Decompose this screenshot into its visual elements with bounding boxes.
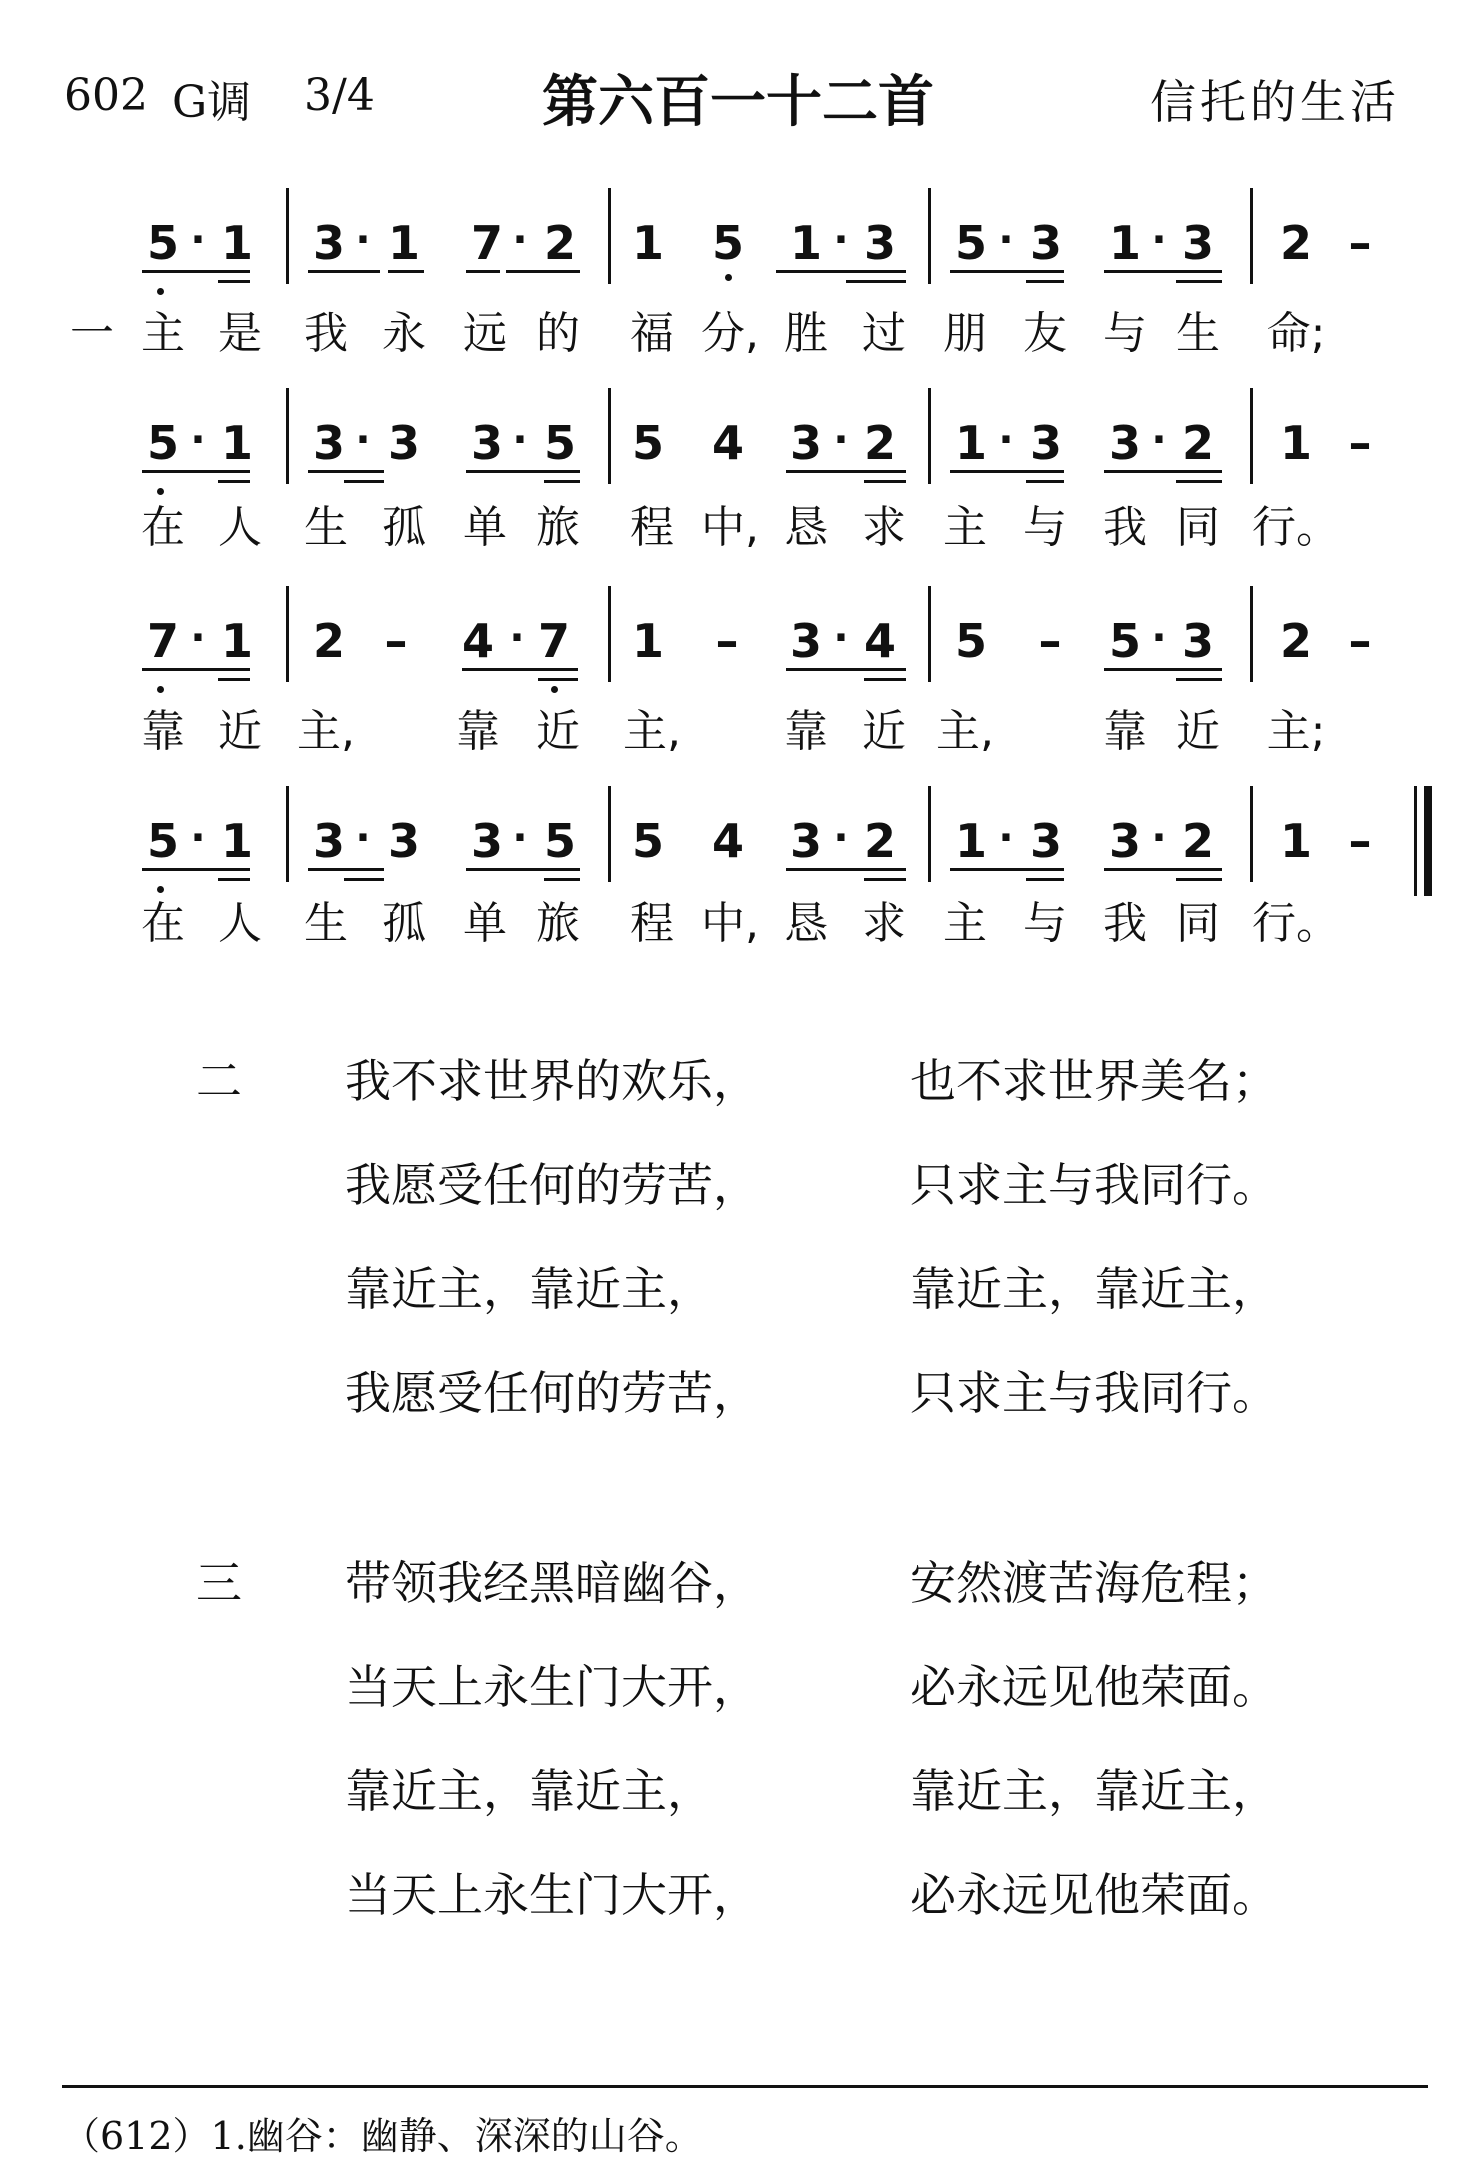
note: 7 <box>537 614 571 668</box>
lyric-syllable: 福 <box>630 308 674 359</box>
beat-underline <box>1026 480 1064 483</box>
lyric-syllable: 与 <box>1023 898 1067 949</box>
note: 3 <box>1029 216 1063 270</box>
bar-line <box>1250 388 1253 484</box>
rhythm-dot: · <box>512 417 528 463</box>
note: 2 <box>1279 614 1313 668</box>
bar-line <box>286 388 289 484</box>
lyric-syllable: 求 <box>862 502 906 553</box>
note: 3 <box>312 416 346 470</box>
lyric-syllable: 远 <box>463 308 507 359</box>
note: 3 <box>1029 416 1063 470</box>
footnote: （612）1.幽谷：幽静、深深的山谷。 <box>62 2114 703 2158</box>
lyric-syllable: 我 <box>1103 502 1147 553</box>
bar-line <box>928 388 931 484</box>
note: 3 <box>789 614 823 668</box>
lyric-syllable: 中, <box>701 898 759 949</box>
verse-line-left: 我不求世界的欢乐， <box>345 1054 759 1108</box>
note: 3 <box>1029 814 1063 868</box>
note: 5 <box>146 416 180 470</box>
beat-underline <box>786 470 906 473</box>
hold-dash: – <box>715 614 739 668</box>
beat-underline <box>950 868 1064 871</box>
rhythm-dot: · <box>833 815 849 861</box>
bar-line <box>286 786 289 882</box>
verse-line-right: 只求主与我同行。 <box>910 1366 1278 1420</box>
lyric-syllable: 求 <box>862 898 906 949</box>
rhythm-dot: · <box>1151 815 1167 861</box>
rhythm-dot: · <box>998 815 1014 861</box>
lyric-syllable: 主 <box>943 898 987 949</box>
beat-underline <box>1104 868 1222 871</box>
rhythm-dot: · <box>512 217 528 263</box>
lyric-syllable: 旅 <box>536 898 580 949</box>
beat-underline <box>1176 678 1222 681</box>
beat-underline <box>786 868 906 871</box>
note: 5 <box>146 216 180 270</box>
beat-underline <box>776 270 906 273</box>
bar-line <box>286 586 289 682</box>
lyric-syllable: 人 <box>218 898 262 949</box>
note: 5 <box>1108 614 1142 668</box>
lyric-syllable: 行。 <box>1252 502 1340 553</box>
lyric-syllable: 永 <box>382 308 426 359</box>
low-octave-dot <box>725 274 732 281</box>
beat-underline <box>864 678 906 681</box>
lyric-syllable: 主, <box>623 706 681 757</box>
beat-underline <box>950 270 1064 273</box>
beat-underline <box>142 470 250 473</box>
note: 2 <box>543 216 577 270</box>
beat-underline <box>344 480 384 483</box>
bar-line <box>608 786 611 882</box>
verse-line-left: 靠近主，靠近主， <box>345 1764 713 1818</box>
note: 7 <box>146 614 180 668</box>
beat-underline <box>218 280 250 283</box>
note: 3 <box>789 416 823 470</box>
note: 1 <box>387 216 421 270</box>
lyric-syllable: 靠 <box>1103 706 1147 757</box>
bar-line <box>928 786 931 882</box>
lyric-syllable: 主, <box>297 706 355 757</box>
hold-dash: – <box>1348 814 1372 868</box>
bar-line <box>608 586 611 682</box>
rhythm-dot: · <box>833 417 849 463</box>
final-bar-line <box>1424 786 1432 896</box>
note: 5 <box>543 416 577 470</box>
rhythm-dot: · <box>190 217 206 263</box>
verse-line-left: 我愿受任何的劳苦， <box>345 1366 759 1420</box>
beat-underline <box>1176 480 1222 483</box>
lyric-syllable: 主, <box>936 706 994 757</box>
beat-underline <box>1104 668 1222 671</box>
hold-dash: – <box>1038 614 1062 668</box>
beat-underline <box>950 470 1064 473</box>
note: 3 <box>1108 416 1142 470</box>
note: 1 <box>220 814 254 868</box>
low-octave-dot <box>157 488 164 495</box>
rhythm-dot: · <box>355 417 371 463</box>
hold-dash: – <box>384 614 408 668</box>
note: 1 <box>789 216 823 270</box>
note: 3 <box>1181 614 1215 668</box>
beat-underline <box>1026 280 1064 283</box>
lyric-syllable: 与 <box>1103 308 1147 359</box>
note: 3 <box>789 814 823 868</box>
verse-line-left: 当天上永生门大开， <box>345 1868 759 1922</box>
verse-line-left: 我愿受任何的劳苦， <box>345 1158 759 1212</box>
beat-underline <box>1104 270 1222 273</box>
beat-underline <box>462 668 578 671</box>
lyric-syllable: 命; <box>1266 308 1326 359</box>
lyric-syllable: 靠 <box>456 706 500 757</box>
bar-line <box>286 188 289 284</box>
note: 3 <box>1108 814 1142 868</box>
beat-underline <box>544 878 580 881</box>
beat-underline <box>1104 470 1222 473</box>
note: 3 <box>312 216 346 270</box>
note: 1 <box>631 614 665 668</box>
lyric-syllable: 同 <box>1176 898 1220 949</box>
verse-line-right: 只求主与我同行。 <box>910 1158 1278 1212</box>
beat-underline <box>864 480 906 483</box>
verse-line-right: 必永远见他荣面。 <box>910 1868 1278 1922</box>
bar-line <box>1250 786 1253 882</box>
note: 5 <box>146 814 180 868</box>
beat-underline <box>218 480 250 483</box>
beat-underline <box>308 470 384 473</box>
beat-underline <box>344 878 384 881</box>
note: 2 <box>1279 216 1313 270</box>
note: 1 <box>220 416 254 470</box>
lyric-syllable: 是 <box>218 308 262 359</box>
beat-underline <box>466 270 500 273</box>
rhythm-dot: · <box>355 815 371 861</box>
bar-line <box>608 388 611 484</box>
note: 3 <box>863 216 897 270</box>
lyric-syllable: 主; <box>1266 706 1326 757</box>
lyric-syllable: 恳 <box>784 898 828 949</box>
note: 1 <box>1279 416 1313 470</box>
lyric-syllable: 生 <box>304 898 348 949</box>
note: 1 <box>220 216 254 270</box>
hold-dash: – <box>1348 216 1372 270</box>
note: 3 <box>387 814 421 868</box>
beat-underline <box>388 270 424 273</box>
lyric-syllable: 胜 <box>784 308 828 359</box>
note: 2 <box>1181 416 1215 470</box>
beat-underline <box>142 868 250 871</box>
lyric-syllable: 程 <box>630 502 674 553</box>
note: 5 <box>543 814 577 868</box>
low-octave-dot <box>157 288 164 295</box>
verse-line-right: 也不求世界美名； <box>910 1054 1278 1108</box>
rhythm-dot: · <box>1151 417 1167 463</box>
note: 1 <box>954 814 988 868</box>
beat-underline <box>142 270 250 273</box>
lyric-syllable: 过 <box>862 308 906 359</box>
beat-underline <box>466 470 580 473</box>
bar-line <box>1250 586 1253 682</box>
note: 5 <box>954 216 988 270</box>
lyric-syllable: 近 <box>218 706 262 757</box>
note: 5 <box>631 814 665 868</box>
lyric-syllable: 近 <box>536 706 580 757</box>
note: 2 <box>863 814 897 868</box>
note: 4 <box>461 614 495 668</box>
lyric-syllable: 旅 <box>536 502 580 553</box>
beat-underline <box>218 878 250 881</box>
bar-line <box>608 188 611 284</box>
lyric-syllable: 靠 <box>141 706 185 757</box>
lyric-syllable: 在 <box>141 502 185 553</box>
hold-dash: – <box>1348 614 1372 668</box>
note: 3 <box>1181 216 1215 270</box>
final-bar-line <box>1414 786 1417 896</box>
lyric-syllable: 与 <box>1023 502 1067 553</box>
beat-underline <box>846 280 906 283</box>
beat-underline <box>1176 280 1222 283</box>
beat-underline <box>466 868 580 871</box>
lyric-syllable: 我 <box>1103 898 1147 949</box>
lyric-syllable: 一 <box>70 308 114 359</box>
verse-number: 三 <box>196 1556 242 1610</box>
rhythm-dot: · <box>190 417 206 463</box>
lyric-syllable: 近 <box>1176 706 1220 757</box>
note: 5 <box>631 416 665 470</box>
lyric-syllable: 孤 <box>382 898 426 949</box>
lyric-syllable: 近 <box>862 706 906 757</box>
lyric-syllable: 单 <box>463 898 507 949</box>
note: 2 <box>1181 814 1215 868</box>
lyric-syllable: 分, <box>701 308 759 359</box>
verse-line-right: 安然渡苦海危程； <box>910 1556 1278 1610</box>
note: 2 <box>312 614 346 668</box>
rhythm-dot: · <box>998 417 1014 463</box>
note: 1 <box>954 416 988 470</box>
beat-underline <box>786 668 906 671</box>
lyric-syllable: 生 <box>1176 308 1220 359</box>
note: 3 <box>470 814 504 868</box>
verse-line-right: 靠近主，靠近主， <box>910 1262 1278 1316</box>
lyric-syllable: 主 <box>943 502 987 553</box>
note: 1 <box>220 614 254 668</box>
beat-underline <box>308 270 380 273</box>
low-octave-dot <box>157 686 164 693</box>
note: 1 <box>631 216 665 270</box>
beat-underline <box>538 678 578 681</box>
note: 2 <box>863 416 897 470</box>
beat-underline <box>1176 878 1222 881</box>
lyric-syllable: 中, <box>701 502 759 553</box>
beat-underline <box>506 270 580 273</box>
rhythm-dot: · <box>833 615 849 661</box>
rhythm-dot: · <box>355 217 371 263</box>
note: 5 <box>954 614 988 668</box>
note: 1 <box>1108 216 1142 270</box>
beat-underline <box>544 480 580 483</box>
lyric-syllable: 人 <box>218 502 262 553</box>
note: 7 <box>470 216 504 270</box>
category-label: 信托的生活 <box>1150 75 1400 129</box>
verse-line-left: 当天上永生门大开， <box>345 1660 759 1714</box>
rhythm-dot: · <box>1151 217 1167 263</box>
note: 3 <box>387 416 421 470</box>
rhythm-dot: · <box>833 217 849 263</box>
verse-line-right: 必永远见他荣面。 <box>910 1660 1278 1714</box>
lyric-syllable: 程 <box>630 898 674 949</box>
verse-number: 二 <box>196 1054 242 1108</box>
low-octave-dot <box>551 686 558 693</box>
rhythm-dot: · <box>190 815 206 861</box>
time-signature: 3/4 <box>304 70 375 121</box>
lyric-syllable: 我 <box>304 308 348 359</box>
lyric-syllable: 在 <box>141 898 185 949</box>
note: 4 <box>711 416 745 470</box>
hymn-number: 602 <box>64 70 148 121</box>
beat-underline <box>218 678 250 681</box>
key-signature: G调 <box>172 77 252 128</box>
bar-line <box>928 188 931 284</box>
beat-underline <box>142 668 250 671</box>
lyric-syllable: 主 <box>141 308 185 359</box>
lyric-syllable: 孤 <box>382 502 426 553</box>
hold-dash: – <box>1348 416 1372 470</box>
footnote-divider <box>62 2085 1428 2088</box>
bar-line <box>928 586 931 682</box>
rhythm-dot: · <box>1151 615 1167 661</box>
note: 3 <box>312 814 346 868</box>
lyric-syllable: 靠 <box>784 706 828 757</box>
beat-underline <box>308 868 384 871</box>
note: 1 <box>1279 814 1313 868</box>
lyric-syllable: 朋 <box>943 308 987 359</box>
verse-line-left: 靠近主，靠近主， <box>345 1262 713 1316</box>
lyric-syllable: 友 <box>1023 308 1067 359</box>
lyric-syllable: 同 <box>1176 502 1220 553</box>
note: 4 <box>711 814 745 868</box>
verse-line-right: 靠近主，靠近主， <box>910 1764 1278 1818</box>
beat-underline <box>864 878 906 881</box>
rhythm-dot: · <box>190 615 206 661</box>
bar-line <box>1250 188 1253 284</box>
lyric-syllable: 行。 <box>1252 898 1340 949</box>
lyric-syllable: 单 <box>463 502 507 553</box>
beat-underline <box>1026 878 1064 881</box>
lyric-syllable: 生 <box>304 502 348 553</box>
page-title: 第六百一十二首 <box>542 70 934 135</box>
note: 5 <box>711 216 745 270</box>
low-octave-dot <box>157 886 164 893</box>
rhythm-dot: · <box>512 815 528 861</box>
rhythm-dot: · <box>998 217 1014 263</box>
rhythm-dot: · <box>509 615 525 661</box>
note: 3 <box>470 416 504 470</box>
lyric-syllable: 恳 <box>784 502 828 553</box>
lyric-syllable: 的 <box>536 308 580 359</box>
verse-line-left: 带领我经黑暗幽谷， <box>345 1556 759 1610</box>
note: 4 <box>863 614 897 668</box>
